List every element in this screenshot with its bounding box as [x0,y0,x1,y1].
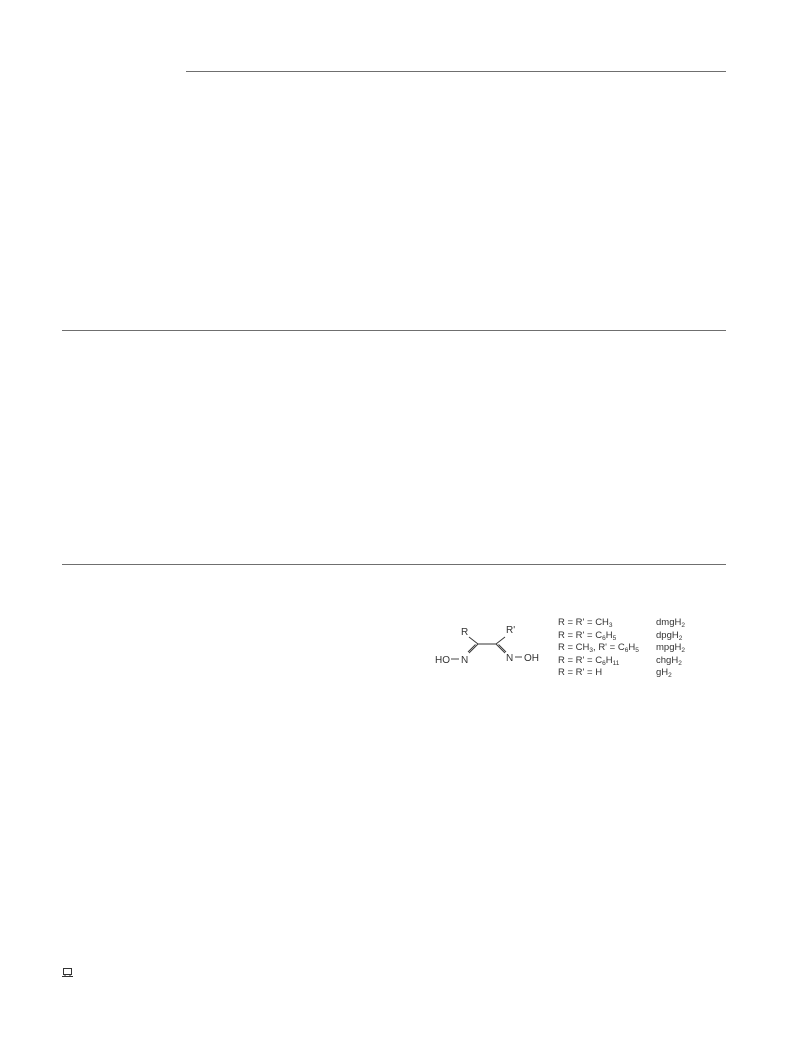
right-nitrogen-label: N [506,653,514,664]
legend-abbreviation: chgH$_2$ [656,654,682,667]
dioxime-structure [432,618,550,670]
legend-abbreviation: dpgH$_2$ [656,629,683,642]
left-cn-bond [469,644,478,653]
right-cn-bond [496,644,505,653]
legend-abbreviation: dmgH$_2$ [656,617,685,629]
right-hydroxyl-label: OH [524,653,539,664]
monitor-icon [62,968,74,978]
section-divider-2 [62,564,726,565]
legend-formula: R = R' = H [558,667,603,679]
legend-formula: $R = CH_3$, $R' = C_6H_5$ [558,642,639,655]
legend-abbreviation: mpgH$_2$ [656,642,685,655]
dioxime-structure-diagram [432,618,550,670]
left-hydroxyl-label: HO [435,655,450,666]
left-r-bond [469,637,478,644]
right-substituent-label: R' [506,625,516,636]
legend-abbreviation: $gH_2$ [656,667,672,680]
legend-formula: $R = R' = C_6H_{11}$ [558,654,620,667]
right-r-bond [496,637,505,644]
legend-formula: $R = R' = C_6H_5$ [558,629,617,642]
legend-formula: $R = R' = CH_3$ [558,617,613,629]
section-divider-1 [62,330,726,331]
left-nitrogen-label: N [461,655,469,666]
left-substituent-label: R [461,627,469,638]
header-rule [186,71,726,72]
